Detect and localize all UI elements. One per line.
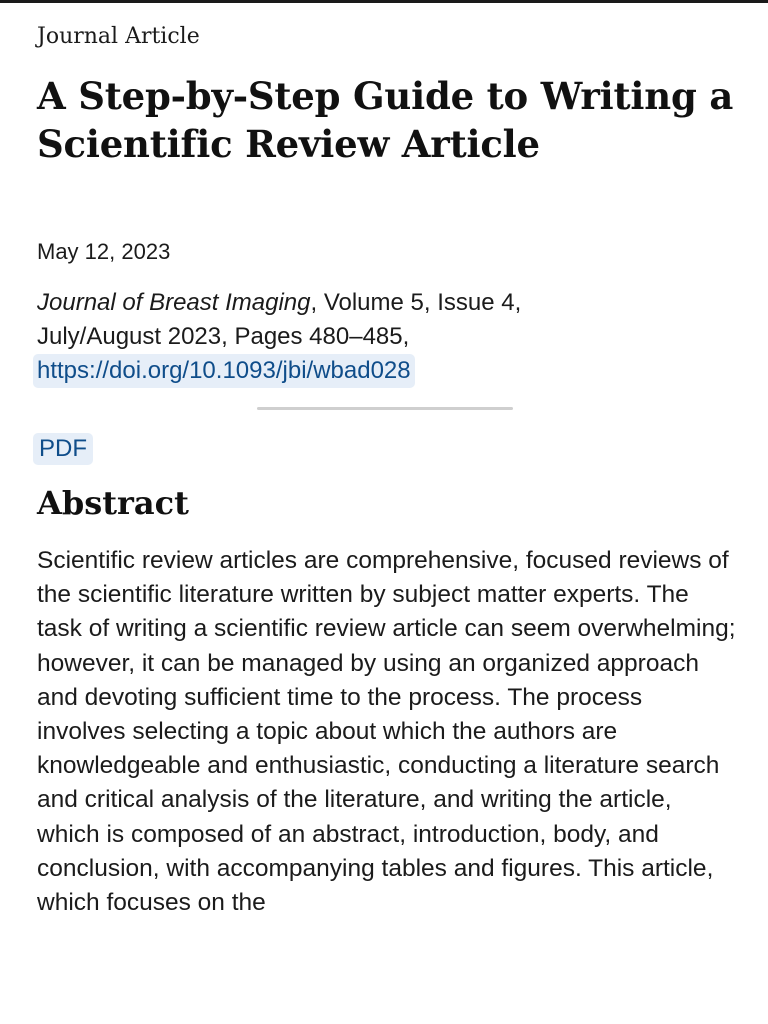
abstract-text: Scientific review articles are comprehensive, focused reviews of the scientific literature written by subject matter experts. The task of writing a scientific review article can seem overwhelming; however, it can be managed by using an organized approach and devoting sufficient time to the process. The process involves selecting a topic about which the authors are knowledgeable and enthusiastic, conducting a literature search and critical analysis of the literature, and writing the article, which is composed of an abstract, introduction, body, and conclusion, with accompanying tables and figures. This article, which focuses on the — [37, 547, 736, 917]
journal-name: Journal of Breast Imaging — [37, 289, 311, 316]
abstract-heading: Abstract — [37, 484, 189, 522]
pdf-link[interactable]: PDF — [33, 433, 93, 465]
publication-date: May 12, 2023 — [37, 239, 171, 264]
article-title: A Step-by-Step Guide to Writing a Scientific Review Article — [37, 74, 734, 166]
top-border — [0, 0, 768, 3]
doi-link[interactable]: https://doi.org/10.1093/jbi/wbad028 — [33, 354, 415, 388]
citation-volume-issue: , Volume 5, Issue 4, — [310, 289, 522, 316]
citation-pages: July/August 2023, Pages 480–485, — [37, 323, 410, 350]
article-type-label: Journal Article — [37, 24, 200, 49]
citation — [37, 286, 737, 388]
section-divider — [257, 407, 513, 410]
